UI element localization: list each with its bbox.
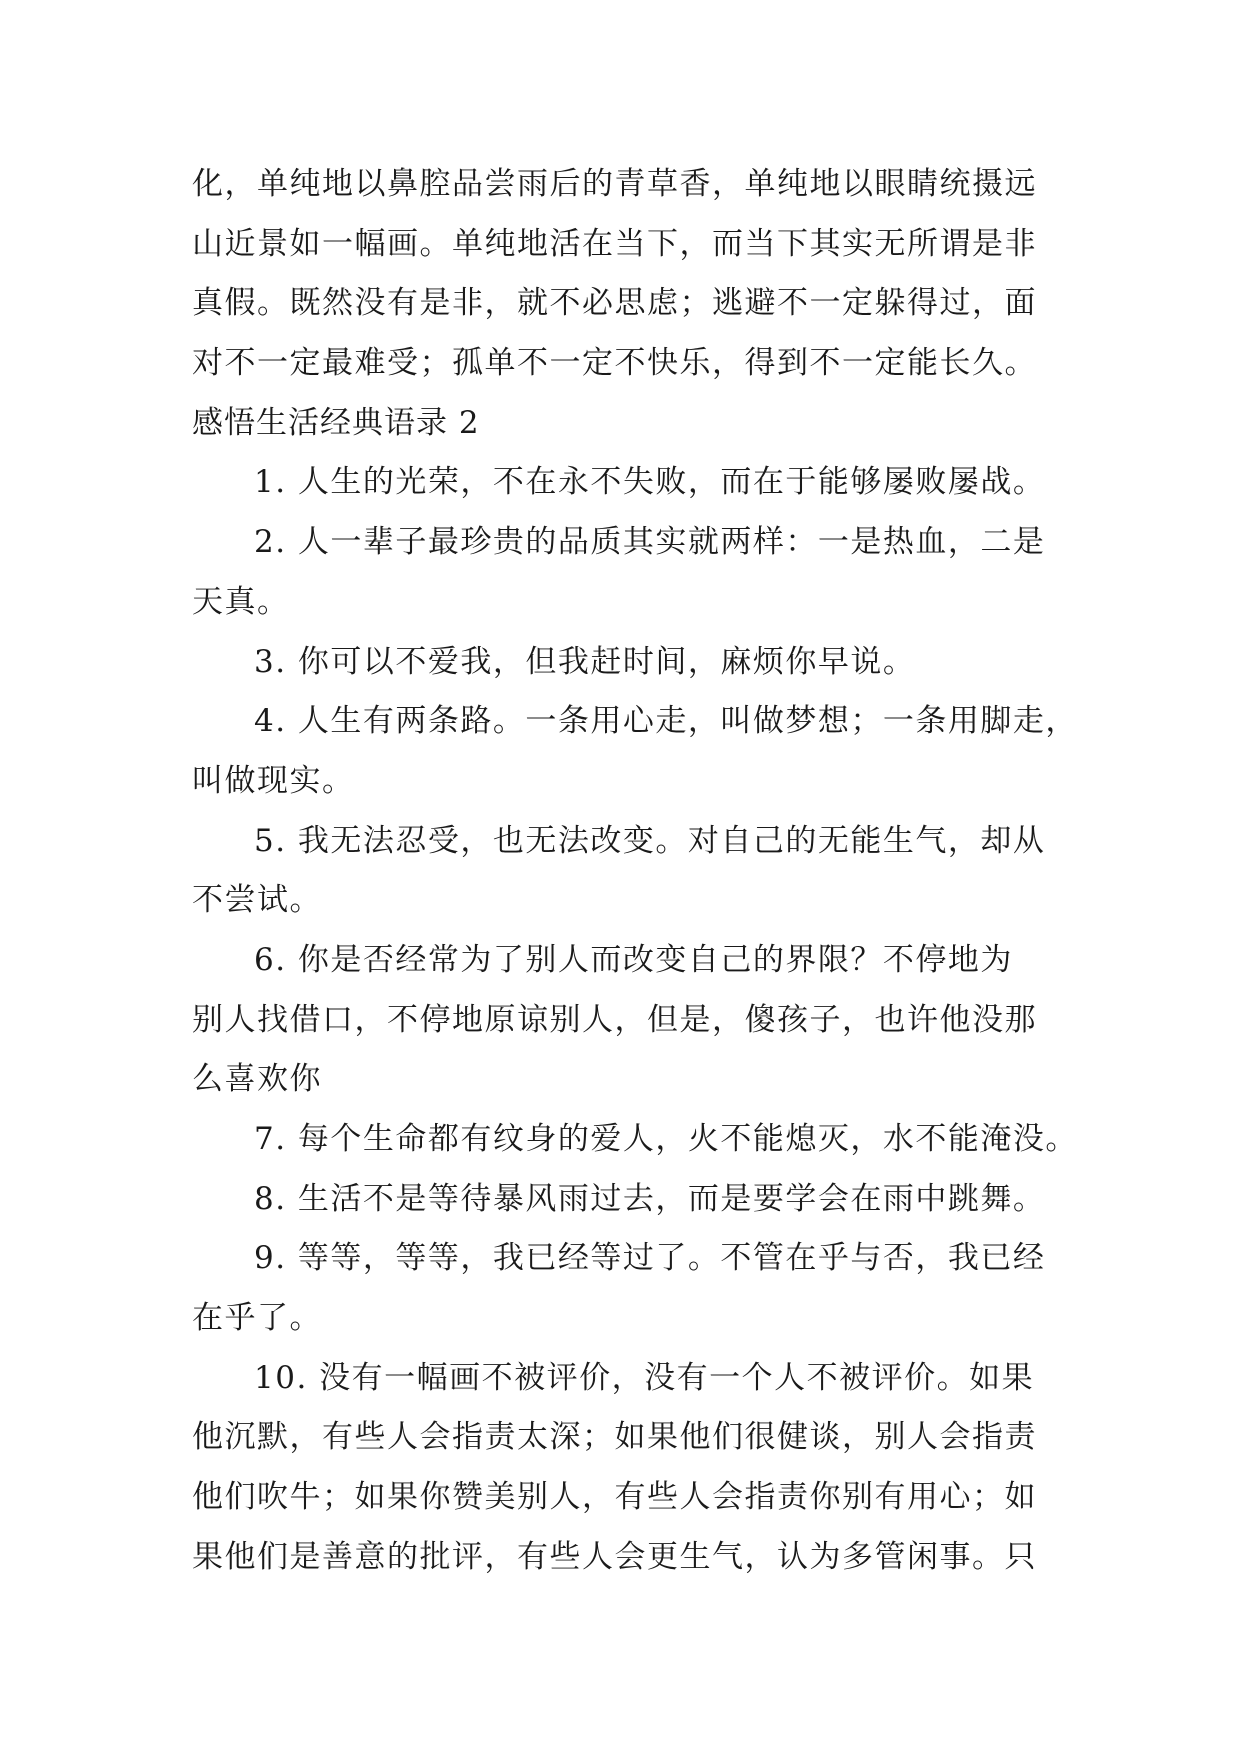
text-line: 山近景如一幅画。单纯地活在当下，而当下其实无所谓是非: [192, 225, 1037, 262]
quote-item: [192, 1349, 1072, 1588]
quote-line: 么喜欢你: [192, 1061, 322, 1098]
section-heading: 感悟生活经典语录 2: [192, 404, 480, 441]
quote-line: 3. 你可以不爱我，但我赶时间，麻烦你早说。: [254, 643, 916, 680]
quote-line: 他们吹牛；如果你赞美别人，有些人会指责你别有用心；如: [192, 1479, 1037, 1516]
text-line: 对不一定最难受；孤单不一定不快乐，得到不一定能长久。: [192, 345, 1037, 382]
quote-line: 8. 生活不是等待暴风雨过去，而是要学会在雨中跳舞。: [254, 1180, 1046, 1217]
quote-item: [192, 453, 1072, 513]
quote-item: [192, 931, 1072, 1110]
quote-item: [192, 633, 1072, 693]
quote-line: 2. 人一辈子最珍贵的品质其实就两样：一是热血，二是: [254, 524, 1046, 561]
quote-item: [192, 812, 1072, 931]
quote-line: 10. 没有一幅画不被评价，没有一个人不被评价。如果: [254, 1359, 1035, 1396]
document-page: [192, 155, 1078, 1588]
quote-line: 叫做现实。: [192, 762, 355, 799]
quote-line: 果他们是善意的批评，有些人会更生气，认为多管闲事。只: [192, 1538, 1037, 1575]
quote-line: 4. 人生有两条路。一条用心走，叫做梦想；一条用脚走，: [254, 703, 1078, 740]
quote-line: 5. 我无法忍受，也无法改变。对自己的无能生气，却从: [254, 822, 1046, 859]
quote-line: 他沉默，有些人会指责太深；如果他们很健谈，别人会指责: [192, 1419, 1037, 1456]
quote-line: 别人找借口，不停地原谅别人，但是，傻孩子，也许他没那: [192, 1001, 1037, 1038]
quote-line: 在乎了。: [192, 1300, 322, 1337]
quote-item: [192, 692, 1078, 811]
quote-line: 天真。: [192, 583, 290, 620]
quote-list: [192, 453, 1078, 1587]
quote-line: 不尝试。: [192, 882, 322, 919]
text-line: 真假。既然没有是非，就不必思虑；逃避不一定躲得过，面: [192, 285, 1037, 322]
quote-item: [192, 1110, 1078, 1170]
intro-paragraph: [192, 155, 1072, 394]
quote-item: [192, 513, 1072, 632]
quote-line: 6. 你是否经常为了别人而改变自己的界限？不停地为: [254, 941, 1013, 978]
quote-item: [192, 1170, 1072, 1230]
quote-line: 7. 每个生命都有纹身的爱人，火不能熄灭，水不能淹没。: [254, 1121, 1078, 1157]
quote-line: 9. 等等，等等，我已经等过了。不管在乎与否，我已经: [254, 1240, 1046, 1277]
quote-item: [192, 1229, 1072, 1348]
text-line: 化，单纯地以鼻腔品尝雨后的青草香，单纯地以眼睛统摄远: [192, 166, 1037, 202]
quote-line: 1. 人生的光荣，不在永不失败，而在于能够屡败屡战。: [254, 464, 1046, 501]
